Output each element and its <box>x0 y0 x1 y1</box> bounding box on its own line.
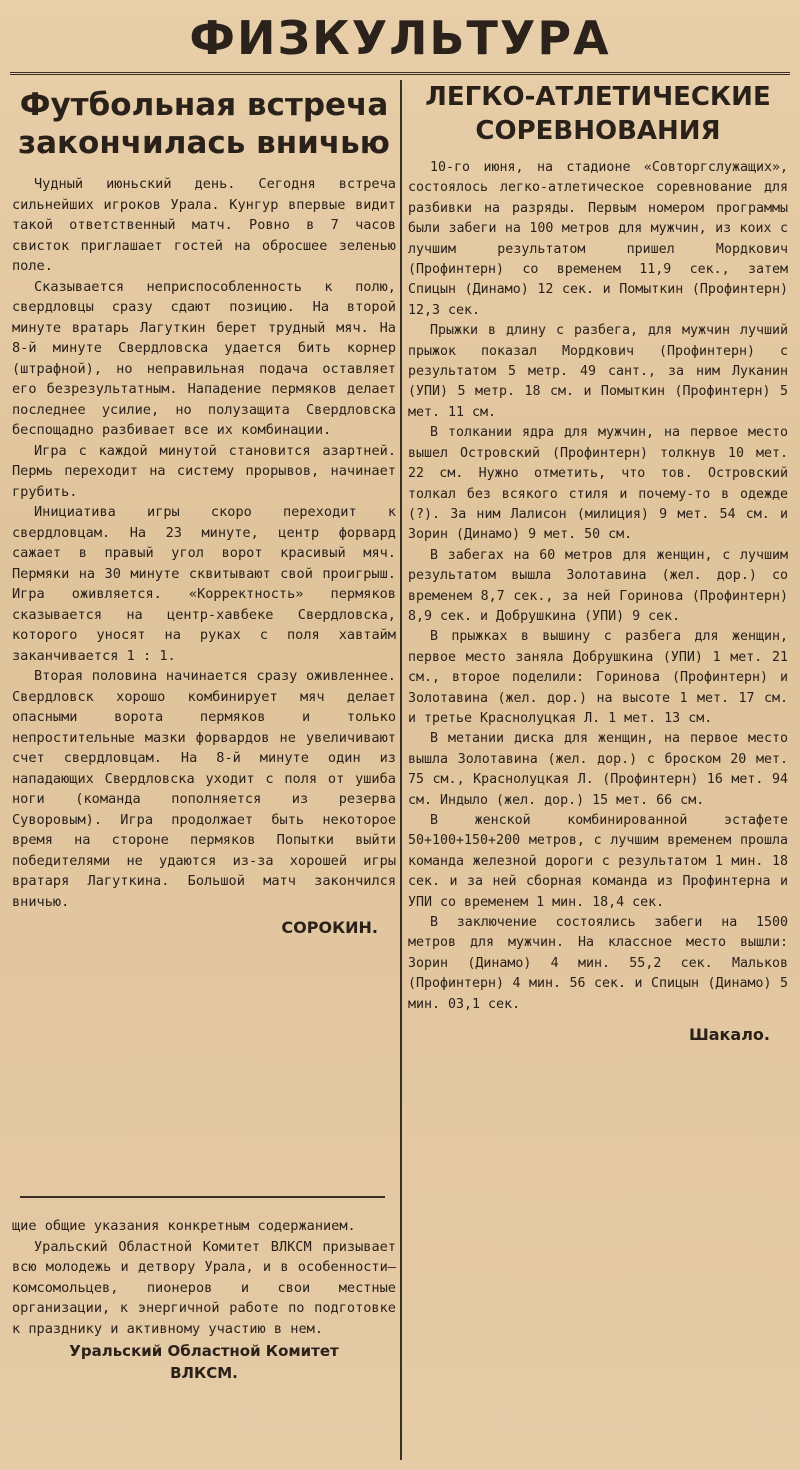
athletics-paragraph: В забегах на 60 метров для женщин, с лучшим результатом вышла Золотавина (жел. дор.) со временем 8,7 сек., за ней Горинова (Профинтерн) 8,9 сек. и Добрушкина (УПИ) 9 сек. <box>408 547 788 624</box>
athletics-article-body <box>408 158 788 1015</box>
football-article <box>12 80 396 1185</box>
football-paragraph: Сказывается неприспособленность к полю, свердловцы сразу сдают позицию. На второй минуте вратарь Лагуткин берет трудный мяч. На 8-й минуте Свердловска удается бить корнер (штрафной), но неправильная подача оставляет его безрезультатным. Нападение пермяков делает последнее усилие, но полузащита Свердловска беспощадно разбивает все их комбинации. <box>12 278 396 438</box>
football-paragraph: Инициатива игры скоро переходит к свердловцам. На 23 минуте, центр форвард сажает в правый угол ворот красивый мяч. Пермяки на 30 минуте сквитывают свой проигрыш. Игра оживляется. «Корректность» пермяков сказывается на центр-хавбеке Свердловска, которого уносят на руках с поля хавтайм заканчивается 1 : 1. <box>12 504 396 664</box>
vlksm-appeal-body <box>12 1216 396 1339</box>
athletics-paragraph: В метании диска для женщин, на первое место вышла Золотавина (жел. дор.) с броском 20 мет. 75 см., Краснолуцкая Л. (Профинтерн) 16 мет. 94 см. Индыло (жел. дор.) 15 мет. 66 см. <box>408 731 788 808</box>
section-title: ФИЗКУЛЬТУРА <box>189 11 611 65</box>
vlksm-paragraph: Уральский Областной Комитет ВЛКСМ призывает всю молодежь и детвору Урала, и в особенности—комсомольцев, пионеров и свои местные организации, к энергичной работе по подготовке к празднику и активному участию в нем. <box>12 1238 396 1337</box>
athletics-paragraph: Прыжки в длину с разбега, для мужчин лучший прыжок показал Мордкович (Профинтерн) с результатом 5 метр. 49 сант., за ним Луканин (УПИ) 5 метр. 18 см. и Помыткин (Профинтерн) 5 мет. 11 см. <box>408 323 788 420</box>
section-masthead <box>10 4 790 75</box>
athletics-headline-line-1: ЛЕГКО-АТЛЕТИЧЕСКИЕ <box>425 82 771 112</box>
football-paragraph: Вторая половина начинается сразу оживленнее. Свердловск хорошо комбинирует мяч делает опасными ворота пермяков и только непростительные мазки форвардов не увеличивают счет свердловцам. На 8-й минуте один из нападающих Свердловска уходит с поля от ушиба ноги (команда пополняется из резерва Суворовым). Игра продолжает быть некоторое время на стороне пермяков Попытки выйти победителями не удаются из-за хорошей игры вратаря Лагуткина. Большой матч закончился вничью. <box>12 668 396 910</box>
vlksm-paragraph: щие общие указания конкретным содержанием. <box>12 1218 356 1234</box>
football-paragraph: Игра с каждой минутой становится азартней. Пермь переходит на систему прорывов, начинает грубить. <box>12 442 396 500</box>
athletics-paragraph: В толкании ядра для мужчин, на первое место вышел Островский (Профинтерн) толкнув 10 мет. 22 см. Нужно отметить, что тов. Островский толкал без всякого стиля и почему-то в одежде (?). За ним Лалисон (милиция) 9 мет. 54 см. и Зорин (Динамо) 9 мет. 50 см. <box>408 425 788 543</box>
athletics-article <box>408 80 788 1460</box>
athletics-paragraph: 10-го июня, на стадионе «Совторгслужащих», состоялось легко-атлетическое соревнование для разбивки на разряды. Первым номером программы были забеги на 100 метров для мужчин, из коих с лучшим результатом пришел Мордкович (Профинтерн) со временем 11,9 сек., затем Спицын (Динамо) 12 сек. и Помыткин (Профинтерн) 12,3 сек. <box>408 160 788 318</box>
football-paragraph: Чудный июньский день. Сегодня встреча сильнейших игроков Урала. Кунгур впервые видит такой ответственный матч. Ровно в 7 часов свисток приглашает гостей на обросшее зеленью поле. <box>12 176 396 274</box>
athletics-article-signature: Шакало. <box>688 1025 770 1045</box>
athletics-paragraph: В заключение состоялись забеги на 1500 метров для мужчин. На классное место вышли: Зорин (Динамо) 4 мин. 55,2 сек. Мальков (Профинтерн) 4 мин. 56 сек. и Спицын (Динамо) 5 мин. 03,1 сек. <box>408 915 788 1012</box>
column-divider <box>400 80 402 1460</box>
vlksm-appeal <box>12 1216 396 1466</box>
vlksm-signoff-line-2: ВЛКСМ. <box>170 1364 238 1382</box>
football-headline-line-1: Футбольная встреча <box>19 87 389 123</box>
vlksm-signoff-line-1: Уральский Областной Комитет <box>69 1342 339 1360</box>
football-article-signature: СОРОКИН. <box>281 918 378 937</box>
athletics-headline-line-2: СОРЕВНОВАНИЯ <box>475 116 721 146</box>
football-headline-line-2: закончилась вничью <box>18 125 390 161</box>
football-article-body <box>12 174 396 912</box>
athletics-paragraph: В прыжках в вышину с разбега для женщин, первое место заняла Добрушкина (УПИ) 1 мет. 21 см., второе поделили: Горинова (Профинтерн) и Золотавина (жел. дор.) на высоте 1 мет. 17 см. и третье Краснолуцкая Л. 1 мет. 13 см. <box>408 629 788 726</box>
article-separator <box>20 1196 385 1198</box>
athletics-paragraph: В женской комбинированной эстафете 50+100+150+200 метров, с лучшим временем прошла команда железной дороги с результатом 1 мин. 18 сек. и за ней сборная команда из Профинтерна и УПИ со временем 1 мин. 18,4 сек. <box>408 813 788 910</box>
